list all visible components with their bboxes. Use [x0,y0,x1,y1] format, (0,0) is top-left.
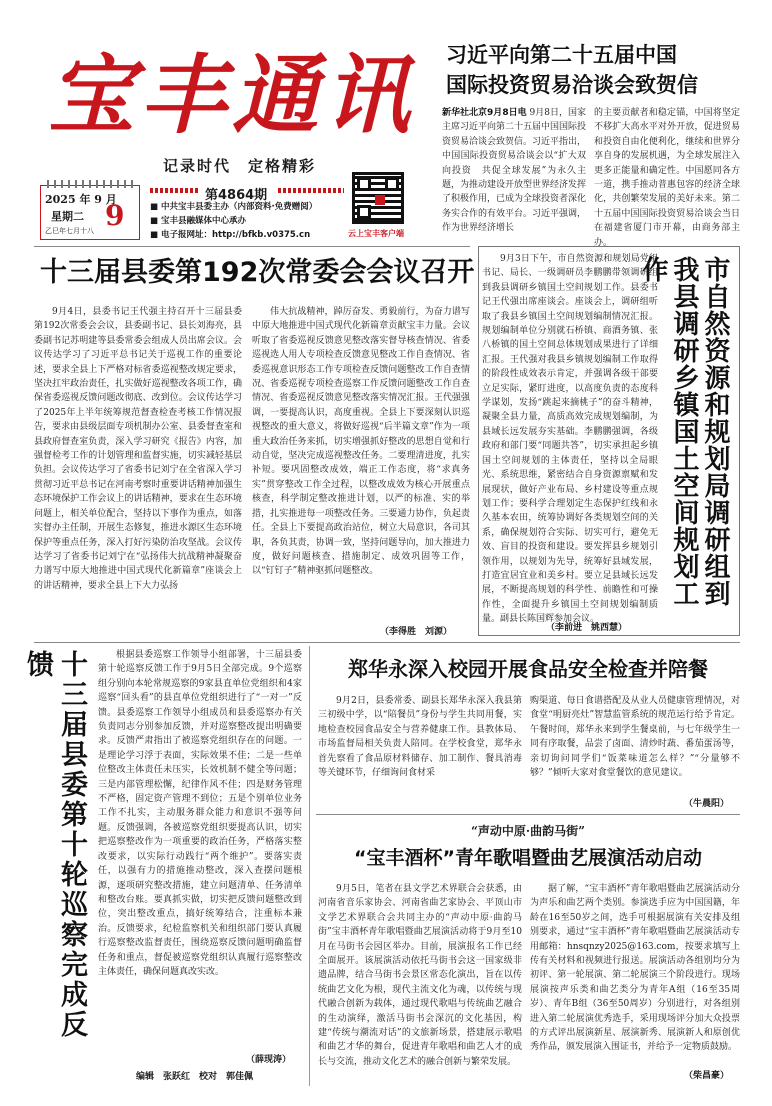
jiubei-kicker: “声动中原·曲韵马街” [471,824,585,838]
shipin-col-2-text: 购渠道、每日食谱搭配及从业人员健康管理情况，对食堂“明厨亮灶”智慧监管系统的规范运行给予肯定。午餐时间，郑华永来到学生餐桌前，与七年级学生一同有序取餐，品尝了卤面、清炒时蔬、番茄蛋汤等，亲切询问同学们“饭菜味道怎么样？”“分量够不够？”倾听大家对食堂餐饮的意见建议。 [530,696,740,779]
changwei-col-2 [252,305,470,623]
jiubei-col-1 [318,882,522,1082]
changwei-col-1-text: 9月4日，县委书记王代强主持召开十三届县委第192次常委会会议，县委副书记、县长刘海亮，县委副书记苏明建等县委常委会组成人员出席会议。会议传达学习了习近平总书记关于巡视工作的重要论述，要求全县上下严格对标省委巡视整改规定要求，坚决扛牢政治责任，扎实做好巡视整改各项工作，确保省委巡视反馈问题改彻底、改到位。会议传达学习了2025年上半年统筹规范督查检查考核工作情况报告，要求由县级层面专项机制办公室、县委督查室和县政府督查室负责，深入学习研究《报告》内容，加强督检考工作的计划管理和监督实施，切实减轻基层负担。会议传达学习了省委书记刘宁在全省深入学习贯彻习近平总书记在河南考察时重要讲话精神加强生态环境保护工作会议上的讲话精神，要求在生态环境问题上，相关单位配合，坚持以下事作为重点，如落实督办主任制，开展生态修复，推进水源区生态环境保护等重点任务，深入打好污染防治攻坚战。会议传达学习了省委书记刘宁在“弘扬伟大抗战精神凝聚奋力谱写中原大地推进中国式现代化新篇章”座谈会上的讲话精神，要求全县上下大力弘扬 [34,307,242,591]
xi-col-2 [594,106,740,248]
jiubei-col-1-text: 9月5日，笔者在县文学艺术界联合会获悉，由河南省音乐家协会、河南省曲艺家协会、平顶山市文学艺术界联合会共同主办的“声动中原·曲韵马街”宝丰酒杯青年歌唱暨曲艺展演活动将于9月至10月在马街书会园区举办。目前，展演报名工作已经全面展开。该展演活动依托马街书会这一国家级非遗品牌，结合马街书会景区常态化演出，旨在以传统曲艺文化为根，现代主流文化为魂，以传统与现代融合创新为载体，通过现代歌唱与传统曲艺融合的生动演绎，激活马街书会深沉的文化基因，构建“传统与潮流对话”的文旅新场景，搭建展示歌唱和曲艺才华的舞台，促进青年歌唱和曲艺人才的成长与交流，推动文化艺术的融合创新与繁荣发展。 [318,884,522,1067]
changwei-col-2-text: 伟大抗战精神，踔厉奋发、勇毅前行，为奋力谱写中原大地推进中国式现代化新篇章贡献宝丰力量。会议听取了省委巡视反馈意见整改落实督导核查情况、省委巡视选人用人专项检查反馈意见整改工作自查情况、省委巡视意识形态工作专项检查反馈问题整改工作自查情况、省委巡视专项检查巡察工作反馈问题整改工作自查情况、省委巡视反馈意见整改落实情况汇报。王代强强调，一要提高认识，高度重视。全县上下要深刻认识巡视整改的重大意义，将做好巡视“后半篇文章”作为一项重大政治任务来抓，切实增强抓好整改的思想自觉和行动自觉，坚决完成巡视整改任务。二要理清进度，扎实补短。要巩固整改成效，端正工作态度，将“求真务实”贯穿整改工作全过程，以整改成效为核心开展重点核查，科学制定整改推进计划，以严的标准、实的举措，扎实推进每一项整改任务。三要通力协作，负起责任。全县上下要提高政治站位，树立大局意识，各司其职，各负其责，协调一致，坚持问题导向，加大推进力度，做好问题核查、措施制定、成效巩固等工作，以“钉钉子”精神驱抓问题整改。 [252,307,470,577]
jiubei-col-2-text: 据了解，“宝丰酒杯”青年歌唱暨曲艺展演活动分为声乐和曲艺两个类别。参演选手应为中国国籍，年龄在16至50岁之间，选手可根据展演有关安排及组别要求，通过“宝丰酒杯”青年歌唱暨曲艺展演活动专用邮箱：hnsqnzy2025@163.com，按要求填写上传有关材料和视频进行报送。展演活动各组别均分为初评、第一轮展演、第二轮展演三个阶段进行。现场展演按声乐类和曲艺类分为青年A组（16至35周岁）、青年B组（36至50周岁）分别进行，对各组别进入第二轮展演优秀选手，采用现场评分加大众投票的方式评出展演新星、展演新秀、展演新人和原创优秀作品，颁发展演入围证书，并给予一定物质鼓励。 [530,884,740,1053]
info-line-sponsor: ■ 中共宝丰县委主办（内部资料·免费赠阅） [150,202,318,212]
shipin-col-1-text: 9月2日，县委常委、副县长郑华永深入我县第三初级中学，以“陪餐员”身份与学生共同用餐，实地检查校园食品安全与营养健康工作。县教体局、市场监督局相关负责人陪同。在学校食堂，郑华永首先察看了食品原材料储存、加工制作、餐具消毒等关键环节，仔细询问食材采 [318,696,522,779]
masthead-info [150,200,350,242]
xunzha-author: （薛现涛） [246,1055,292,1065]
qr-caption: 云上宝丰客户端 [348,229,404,238]
jiubei-author: （柴昌豪） [684,1071,730,1081]
jiubei-col-2 [530,882,740,1068]
issue-bar [150,188,198,193]
xunzha-body [98,648,302,1052]
issue-number: 第4864期 [205,188,268,203]
calendar-weekday: 星期二 [51,210,84,223]
divider-v-bottom [309,646,310,1086]
jiubei-headline: “宝丰酒杯”青年歌唱暨曲艺展演活动启动 [354,847,702,869]
xi-col-1 [442,106,586,234]
info-line-organizer: ■ 宝丰县融媒体中心承办 [150,216,246,226]
changwei-col-1 [34,305,242,635]
xi-headline-2: 国际投资贸易洽谈会致贺信 [446,73,698,97]
calendar-rings-icon [47,180,135,188]
xunzha-body-text: 根据县委巡察工作领导小组部署，十三届县委第十轮巡察反馈工作于9月5日全部完成。9个巡察组分别向本轮常规巡察的9家县直单位党组织和4家巡察“回头看”的县直单位党组织进行了“一对一”反馈。县委巡察工作领导小组成员和县委巡察办有关负责同志分别参加反馈，并对巡察整改提出明确要求。反馈严肃指出了被巡察党组织存在的问题。一是理论学习浮于表面，实际效果不佳；二是一些单位整改主体责任未压实，长效机制不健全等问题；三是内部管理松懈，纪律作风不佳；四是财务管理不严格，固定资产管理不到位；五是个别单位业务工作不扎实，主动服务群众能力和意识不强等问题。反馈强调，各被巡察党组织要提高认识，切实把巡察整改作为一项重要的政治任务，严格落实整改要求，以实际行动践行“两个维护”。要落实责任，以强有力的措施推动整改，深入查摆问题根源，逐项研究整改措施，建立问题清单、任务清单和整改台账。要真抓实做，切实把反馈问题整改到位，突出整改重点，搞好统筹结合，注重标本兼治。反馈要求，纪检监察机关和组织部门要认真履行巡察整改监督责任，围绕巡察反馈问题明确监督任务和重点，督促被巡察党组织认真履行巡察整改主体责任，确保问题真改实改。 [98,650,302,977]
masthead-title: 宝丰通讯 [48,45,416,146]
masthead [0,0,430,243]
changwei-headline: 十三届县委第192次常委会会议召开 [40,257,475,288]
xi-col-1-text: 9月8日，国家主席习近平向第二十五届中国国际投资贸易洽谈会致贺信。习近平指出，中国国际投资贸易洽谈会以“扩大双向投资 共促全球发展”为永久主题，为推动建设开放型世界经济发挥了积极作用，已成为全球投资者深化务实合作的有效平台。习近平强调，作为世界经济增长 [442,108,587,234]
ziran-author: （李前进 姚西慧） [546,623,628,633]
shipin-headline: 郑华永深入校园开展食品安全检查并陪餐 [348,657,708,681]
xi-headline-1: 习近平向第二十五届中国 [446,43,677,67]
xi-dateline: 新华社北京9月8日电 [442,108,527,118]
xi-col-2-text: 的主要贡献者和稳定锚，中国将坚定不移扩大高水平对外开放，促进贸易和投资自由化便利化，继续和世界分享自身的发展机遇，为全球发展注入更多正能量和确定性。中国愿同各方一道，携手推动普惠包容的经济全球化，共创繁荣发展的美好未来。第二十五届中国国际投资贸易洽谈会当日在福建省厦门市开幕，由商务部主办。 [594,108,740,248]
xunzha-headline-vertical: 十三届县委第十轮巡察完成反馈 [22,650,87,1040]
ziran-body [482,252,658,625]
divider-1 [34,246,470,247]
divider-2 [34,642,740,643]
xi-article [440,40,740,248]
shipin-author: （牛晨阳） [684,799,730,809]
masthead-slogan: 记录时代 定格精彩 [163,157,317,175]
info-line-website[interactable]: ■ 电子报网址：http://bfkb.v0375.cn [150,230,311,240]
qr-code-icon[interactable] [352,172,404,224]
ziran-body-text: 9月3日下午，市自然资源和规划局党组书记、局长、一级调研员李鹏鹏带领调研组到我县调研乡镇国土空间规划工作。县委书记王代强出席座谈会。座谈会上，调研组听取了我县乡镇国土空间规划编制情况汇报。规划编制单位分别就石桥镇、商酒务镇、张八桥镇的国土空间总体规划成果进行了详细汇报。王代强对我县乡镇规划编制工作取得的阶段性成效表示肯定，并强调各级干部要立足实际，紧盯进度，以高度负责的态度科学谋划，发扬“跳起来摘桃子”的奋斗精神，凝聚全县力量，高质高效完成规划编制，为县域长远发展夯实基础。李鹏鹏强调，各级政府和部门要“同题共答”，切实承担起乡镇国土空间规划的主体责任，坚持以全局眼光、系统思维，紧密结合自身资源禀赋和发展现状，做好产业布局、乡村建设等重点规划工作；要科学合理划定生态保护红线和永久基本农田，统筹协调好各类规划空间的关系，确保规划符合实际、切实可行，避免无效、盲目的投资和建设。要发挥县乡规划引领作用，以规划为先导，统筹好县域发展，打造宜居宜业和美乡村。要立足县域长远发展，不断提高规划的科学性、前瞻性和可操作性，全面提升乡镇国土空间规划编制质量。副县长陈国辉参加会议。 [482,254,658,625]
issue-bar-right [278,188,344,193]
shipin-col-1 [318,694,522,810]
calendar-box [40,185,140,240]
calendar-year-month: 2025 年 9 月 [45,193,117,206]
calendar-lunar: 乙巳年七月十八 [45,227,94,235]
divider-3 [316,814,740,815]
ziran-headline: 市自然资源和规划局调研组到我县调研乡镇国土空间规划工作 [638,256,730,607]
calendar-day: 9 [105,199,125,232]
shipin-col-2 [530,694,740,796]
editor-line: 编辑 张跃红 校对 郭佳佩 [136,1072,254,1082]
changwei-author: （李得胜 刘源） [380,627,453,637]
